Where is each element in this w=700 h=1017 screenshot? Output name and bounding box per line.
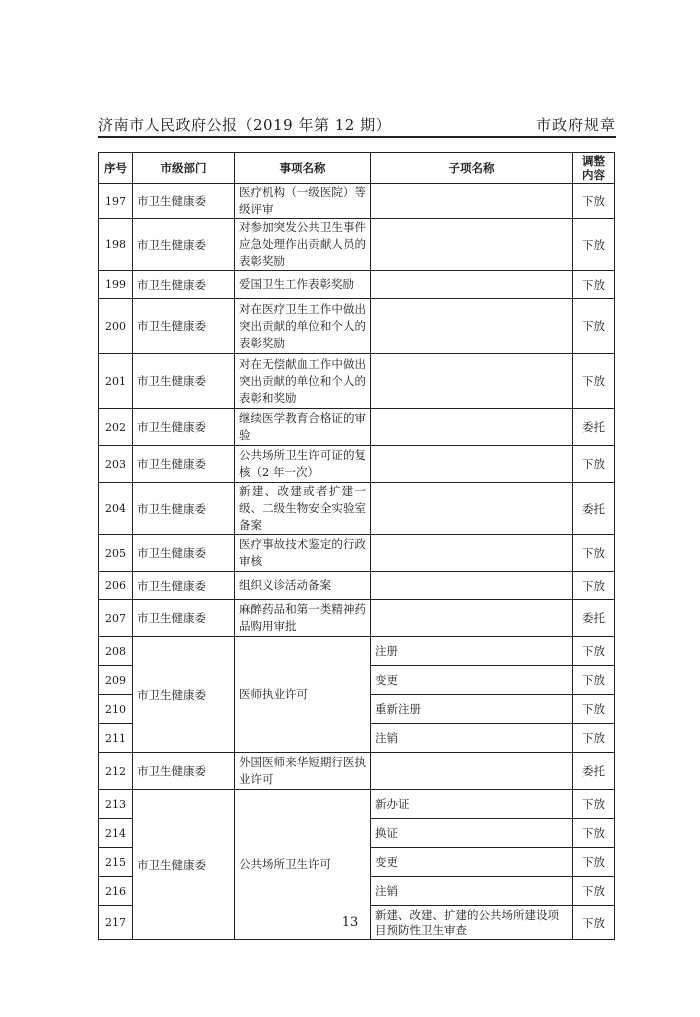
gazette-title: 济南市人民政府公报（2019 年第 12 期） [98, 116, 392, 134]
adjustment: 下放 [573, 848, 615, 877]
table-row [99, 790, 615, 819]
department: 市卫生健康委 [133, 790, 235, 940]
department: 市卫生健康委 [133, 753, 235, 790]
adjustment: 下放 [573, 535, 615, 572]
adjustment: 下放 [573, 724, 615, 753]
sub-item [371, 535, 573, 572]
adjustment: 下放 [573, 790, 615, 819]
sub-item: 新建、改建、扩建的公共场所建设项目预防性卫生审查 [371, 906, 573, 940]
adjustment: 下放 [573, 877, 615, 906]
row-number: 206 [99, 572, 133, 600]
department: 市卫生健康委 [133, 184, 235, 219]
item-name: 对在无偿献血工作中做出突出贡献的单位和个人的表彰和奖励 [235, 354, 371, 409]
row-number: 215 [99, 848, 133, 877]
sub-item: 换证 [371, 819, 573, 848]
item-name: 公共场所卫生许可 [235, 790, 371, 940]
item-name: 对参加突发公共卫生事件应急处理作出贡献人员的表彰奖励 [235, 219, 371, 271]
item-name: 继续医学教育合格证的审验 [235, 409, 371, 446]
header-rule [98, 136, 616, 138]
page-header [98, 110, 616, 136]
sub-item: 重新注册 [371, 695, 573, 724]
row-number: 211 [99, 724, 133, 753]
row-number: 213 [99, 790, 133, 819]
department: 市卫生健康委 [133, 600, 235, 637]
sub-item [371, 572, 573, 600]
item-name: 麻醉药品和第一类精神药品购用审批 [235, 600, 371, 637]
table-header-row [99, 153, 615, 184]
table-row [99, 354, 615, 409]
sub-item [371, 271, 573, 299]
adjustment: 下放 [573, 446, 615, 483]
table-row [99, 535, 615, 572]
item-name: 医疗机构（一级医院）等级评审 [235, 184, 371, 219]
row-number: 200 [99, 299, 133, 354]
row-number: 202 [99, 409, 133, 446]
row-number: 203 [99, 446, 133, 483]
item-name: 医师执业许可 [235, 637, 371, 753]
row-number: 210 [99, 695, 133, 724]
adjustment: 下放 [573, 906, 615, 940]
adjustment: 下放 [573, 184, 615, 219]
table-row [99, 299, 615, 354]
department: 市卫生健康委 [133, 572, 235, 600]
department: 市卫生健康委 [133, 409, 235, 446]
regulation-table [98, 152, 615, 940]
adjustment: 委托 [573, 409, 615, 446]
item-name: 医疗事故技术鉴定的行政审核 [235, 535, 371, 572]
column-header-adj: 调整内容 [573, 153, 615, 184]
department: 市卫生健康委 [133, 219, 235, 271]
row-number: 216 [99, 877, 133, 906]
department: 市卫生健康委 [133, 446, 235, 483]
adjustment: 下放 [573, 695, 615, 724]
sub-item [371, 354, 573, 409]
sub-item [371, 600, 573, 637]
column-header-dept: 市级部门 [133, 153, 235, 184]
sub-item [371, 753, 573, 790]
sub-item: 注销 [371, 724, 573, 753]
sub-item: 变更 [371, 666, 573, 695]
adjustment: 委托 [573, 753, 615, 790]
adjustment: 下放 [573, 819, 615, 848]
table-row [99, 637, 615, 666]
sub-item [371, 184, 573, 219]
table-row [99, 483, 615, 535]
item-name: 爱国卫生工作表彰奖励 [235, 271, 371, 299]
table-row [99, 446, 615, 483]
table-row [99, 600, 615, 637]
table-row [99, 271, 615, 299]
row-number: 199 [99, 271, 133, 299]
table-row [99, 572, 615, 600]
item-name: 对在医疗卫生工作中做出突出贡献的单位和个人的表彰奖励 [235, 299, 371, 354]
table-row [99, 409, 615, 446]
row-number: 197 [99, 184, 133, 219]
item-name: 组织义诊活动备案 [235, 572, 371, 600]
row-number: 217 [99, 906, 133, 940]
row-number: 209 [99, 666, 133, 695]
sub-item: 变更 [371, 848, 573, 877]
adjustment: 下放 [573, 299, 615, 354]
adjustment: 下放 [573, 219, 615, 271]
row-number: 198 [99, 219, 133, 271]
department: 市卫生健康委 [133, 483, 235, 535]
adjustment: 下放 [573, 354, 615, 409]
sub-item: 新办证 [371, 790, 573, 819]
row-number: 205 [99, 535, 133, 572]
sub-item [371, 483, 573, 535]
column-header-no: 序号 [99, 153, 133, 184]
page-number: 13 [341, 915, 359, 930]
adjustment: 委托 [573, 483, 615, 535]
department: 市卫生健康委 [133, 299, 235, 354]
item-name: 外国医师来华短期行医执业许可 [235, 753, 371, 790]
row-number: 207 [99, 600, 133, 637]
department: 市卫生健康委 [133, 271, 235, 299]
table-row [99, 753, 615, 790]
row-number: 212 [99, 753, 133, 790]
adjustment: 下放 [573, 572, 615, 600]
item-name: 公共场所卫生许可证的复核（2 年一次） [235, 446, 371, 483]
adjustment: 下放 [573, 637, 615, 666]
item-name: 新建、改建或者扩建一级、二级生物安全实验室备案 [235, 483, 371, 535]
department: 市卫生健康委 [133, 535, 235, 572]
adjustment: 下放 [573, 271, 615, 299]
department: 市卫生健康委 [133, 354, 235, 409]
sub-item [371, 446, 573, 483]
department: 市卫生健康委 [133, 637, 235, 753]
column-header-item: 事项名称 [235, 153, 371, 184]
adjustment: 下放 [573, 666, 615, 695]
section-title: 市政府规章 [535, 116, 616, 134]
table-row [99, 184, 615, 219]
table-row [99, 219, 615, 271]
row-number: 208 [99, 637, 133, 666]
sub-item: 注销 [371, 877, 573, 906]
row-number: 201 [99, 354, 133, 409]
row-number: 204 [99, 483, 133, 535]
adjustment: 委托 [573, 600, 615, 637]
sub-item [371, 299, 573, 354]
sub-item: 注册 [371, 637, 573, 666]
row-number: 214 [99, 819, 133, 848]
column-header-sub: 子项名称 [371, 153, 573, 184]
sub-item [371, 409, 573, 446]
sub-item [371, 219, 573, 271]
